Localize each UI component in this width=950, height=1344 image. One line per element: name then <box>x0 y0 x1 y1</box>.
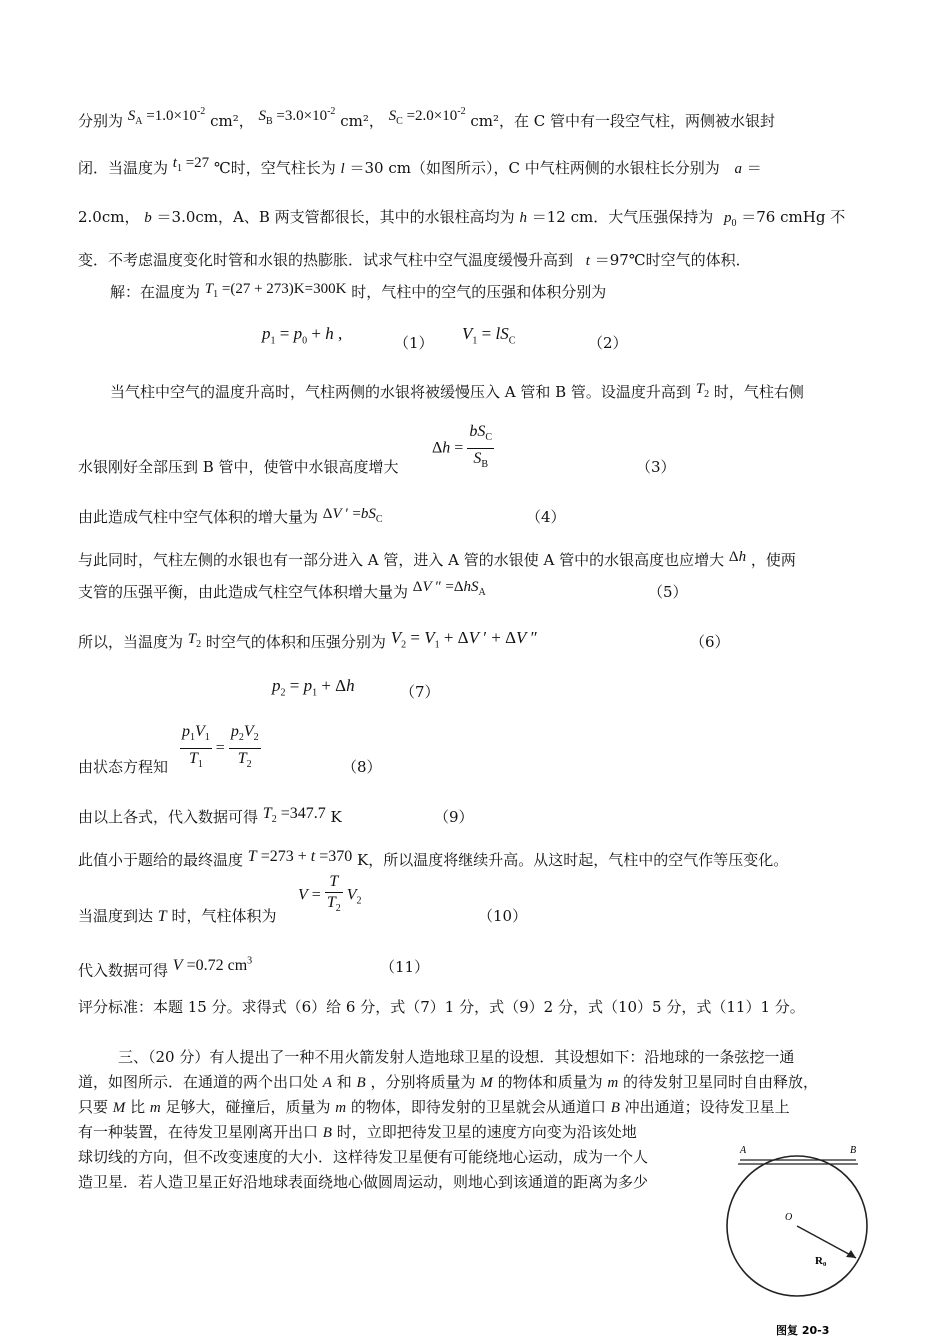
formula-p0: $p_0$ <box>723 210 737 229</box>
text-span: 的待发射卫星同时自由释放， <box>623 1073 819 1091</box>
equation-tag-5: （5） <box>648 583 688 601</box>
text-span: 变．不考虑温度变化时管和水银的热膨胀．试求气柱中空气温度缓慢升高到 <box>78 251 574 269</box>
formula-b: b <box>144 210 152 226</box>
text-span: 由以上各式，代入数据可得 <box>78 808 259 826</box>
formula-T2-value: $T_2 =347.7$ <box>262 805 326 826</box>
formula-a: a <box>734 161 742 177</box>
formula-T2b: $T_2$ <box>187 631 202 650</box>
formula-B2: B <box>610 1100 620 1116</box>
text-span: 冲出通道；设待发卫星上 <box>624 1098 790 1116</box>
equation-tag-6: （6） <box>690 633 730 651</box>
text-line-5 <box>110 282 606 309</box>
text-span: 道，如图所示．在通道的两个出口处 <box>78 1073 319 1091</box>
text-span: 与此同时，气柱左侧的水银也有一部分进入 A 管，进入 A 管的水银使 A 管中的水银高度也应增大 <box>78 551 725 569</box>
formula-V-value: V =0.72 $cm^3$ <box>172 956 253 975</box>
equation-10: V = $\frac{T}{T_2}$ $V_2$ <box>298 873 362 915</box>
text-line-4 <box>78 250 751 271</box>
equation-8: $\frac{p_1V_1}{T_1}$ = $\frac{p_2V_2}{T_2}$ <box>182 723 259 771</box>
formula-T1-value: $T_1 =(27 + 273)K=300K$ <box>204 281 347 300</box>
text-span: 时，气柱中的空气的压强和体积分别为 <box>351 283 607 301</box>
text-span: ＝12 cm．大气压强保持为 <box>531 208 714 226</box>
text-span: 比 <box>130 1098 146 1116</box>
text-span: 分别为 <box>78 112 124 130</box>
text-span: 时，气柱右侧 <box>713 383 804 401</box>
text-span: cm²， <box>340 112 384 130</box>
text-span: 闭．当温度为 <box>78 159 169 177</box>
equation-tag-7: （7） <box>400 683 440 701</box>
problem3-line-1: 三、（20 分）有人提出了一种不用火箭发射人造地球卫星的设想．其设想如下：沿地球的一条弦挖一通 <box>118 1048 795 1066</box>
text-line-15 <box>78 807 342 834</box>
equation-tag-2: （2） <box>588 334 628 352</box>
text-line-16 <box>78 850 788 871</box>
formula-V2: $V_2 = V_1 + \Delta V$ ′ + ΔV ″ <box>390 628 538 651</box>
text-line-18 <box>78 957 252 981</box>
problem3-line-2 <box>78 1072 818 1093</box>
text-line-7 <box>110 382 804 409</box>
equation-tag-3: （3） <box>636 458 676 476</box>
formula-sc: $S_C =2.0\times 10^{-2}$ <box>388 106 466 127</box>
text-span: cm²，在 C 管中有一段空气柱，两侧被水银封 <box>470 112 776 130</box>
formula-sb: $S_B =3.0\times 10^{-2}$ <box>258 106 336 127</box>
problem3-line-5: 球切线的方向，但不改变速度的大小．这样待发卫星便有可能绕地心运动，成为一个人 <box>78 1148 649 1166</box>
formula-B3: B <box>322 1125 332 1141</box>
earth-tunnel-diagram <box>722 1140 874 1340</box>
formula-dh: Δh <box>728 549 747 565</box>
text-span: cm²， <box>210 112 254 130</box>
equation-tag-11: （11） <box>380 958 430 976</box>
formula-l: l <box>340 161 345 177</box>
equation-tag-4: （4） <box>526 508 566 526</box>
equation-7: $p_2 = p_1 + \Delta h$ <box>272 676 355 699</box>
text-span: K <box>330 808 342 826</box>
text-span: 当气柱中空气的温度升高时，气柱两侧的水银将被缓慢压入 A 管和 B 管。设温度升高到 <box>110 383 691 401</box>
formula-T-final: T =273 + t =370 <box>247 848 353 865</box>
radius-line <box>797 1226 856 1258</box>
text-span: 时空气的体积和压强分别为 <box>205 633 386 651</box>
earth-tunnel-figure <box>722 1140 874 1340</box>
text-span: 的物体，即待发射的卫星就会从通道口 <box>350 1098 606 1116</box>
text-line-1 <box>78 108 775 138</box>
text-span: 当温度到达 <box>78 907 154 925</box>
formula-dV1: ΔV ′ $=bS_C$ <box>322 506 383 525</box>
equation-1: $p_1 = p_0 + h$ , <box>262 324 343 347</box>
text-span: ＝ <box>746 159 762 177</box>
formula-h: h <box>519 210 527 226</box>
text-span: 2.0cm， <box>78 208 140 226</box>
text-line-8: 水银刚好全部压到 B 管中，使管中水银高度增大 <box>78 458 399 476</box>
text-span: 的物体和质量为 <box>497 1073 603 1091</box>
equation-2: $V_1 = lS_C$ <box>462 324 516 347</box>
formula-A: A <box>322 1075 332 1091</box>
text-span: 解：在温度为 <box>110 283 201 301</box>
text-span: 此值小于题给的最终温度 <box>78 851 244 869</box>
problem3-line-6: 造卫星．若人造卫星正好沿地球表面绕地心做圆周运动，则地心到该通道的距离为多少 <box>78 1173 649 1191</box>
text-span: ＝97℃时空气的体积． <box>594 251 751 269</box>
formula-t: t <box>585 253 590 269</box>
equation-tag-9: （9） <box>434 808 474 826</box>
label-r0: R₀ <box>815 1255 827 1267</box>
text-line-9 <box>78 507 383 534</box>
formula-B: B <box>356 1075 366 1091</box>
text-line-19: 评分标准：本题 15 分。求得式（6）给 6 分，式（7）1 分，式（9）2 分，式（10）5 分，式（11）1 分。 <box>78 998 805 1016</box>
equation-tag-10: （10） <box>478 907 528 925</box>
text-line-17 <box>78 906 277 927</box>
text-span: ＝76 cmHg 不 <box>741 208 846 226</box>
text-span: 只要 <box>78 1098 109 1116</box>
equation-tag-1: （1） <box>394 334 434 352</box>
equation-tag-8: （8） <box>342 758 382 776</box>
problem3-line-3 <box>78 1097 790 1118</box>
text-span: 有一种装置，在待发卫星刚离开出口 <box>78 1123 319 1141</box>
formula-M: M <box>480 1075 493 1091</box>
text-line-2 <box>78 155 762 185</box>
formula-m2: m <box>149 1100 161 1116</box>
text-span: ，分别将质量为 <box>370 1073 476 1091</box>
text-span: 代入数据可得 <box>78 961 169 980</box>
label-b: B <box>850 1145 857 1156</box>
text-line-11 <box>78 579 486 609</box>
problem3-line-4 <box>78 1122 637 1143</box>
text-span: ＝30 cm（如图所示），C 中气柱两侧的水银柱长分别为 <box>349 159 720 177</box>
formula-T: T <box>157 908 167 925</box>
text-span: 支管的压强平衡，由此造成气柱空气体积增大量为 <box>78 583 409 601</box>
text-span: 时，气柱体积为 <box>171 907 277 925</box>
text-span: ℃时，空气柱长为 <box>213 159 336 177</box>
label-o: O <box>785 1212 793 1223</box>
text-span: 所以，当温度为 <box>78 633 184 651</box>
text-line-12 <box>78 628 538 659</box>
equation-3: Δh = $\frac{bS_C}{S_B}$ <box>432 423 492 471</box>
formula-M2: M <box>112 1100 126 1116</box>
text-span: ，使两 <box>750 551 796 569</box>
text-span: K，所以温度将继续升高。从这时起，气柱中的空气作等压变化。 <box>357 851 789 869</box>
formula-m3: m <box>335 1100 347 1116</box>
formula-T2: $T_2$ <box>695 381 710 400</box>
formula-t1: $t_1 =27$ <box>172 155 210 174</box>
text-span: 和 <box>336 1073 352 1091</box>
text-line-14: 由状态方程知 <box>78 758 169 776</box>
text-line-3 <box>78 207 845 234</box>
text-line-10 <box>78 550 796 571</box>
text-span: 足够大，碰撞后，质量为 <box>165 1098 331 1116</box>
figure-caption: 图复 20-3 <box>776 1324 830 1337</box>
formula-m: m <box>607 1075 619 1091</box>
formula-sa: $S_A =1.0\times 10^{-2}$ <box>127 106 206 127</box>
text-span: 由此造成气柱中空气体积的增大量为 <box>78 508 319 526</box>
text-span: 时，立即把待发卫星的速度方向变为沿该处地 <box>336 1123 637 1141</box>
formula-dV2: ΔV ″ =ΔhS$_A$ <box>412 579 486 598</box>
label-a: A <box>740 1145 747 1156</box>
text-span: ＝3.0cm，A、B 两支管都很长，其中的水银柱高均为 <box>156 208 515 226</box>
